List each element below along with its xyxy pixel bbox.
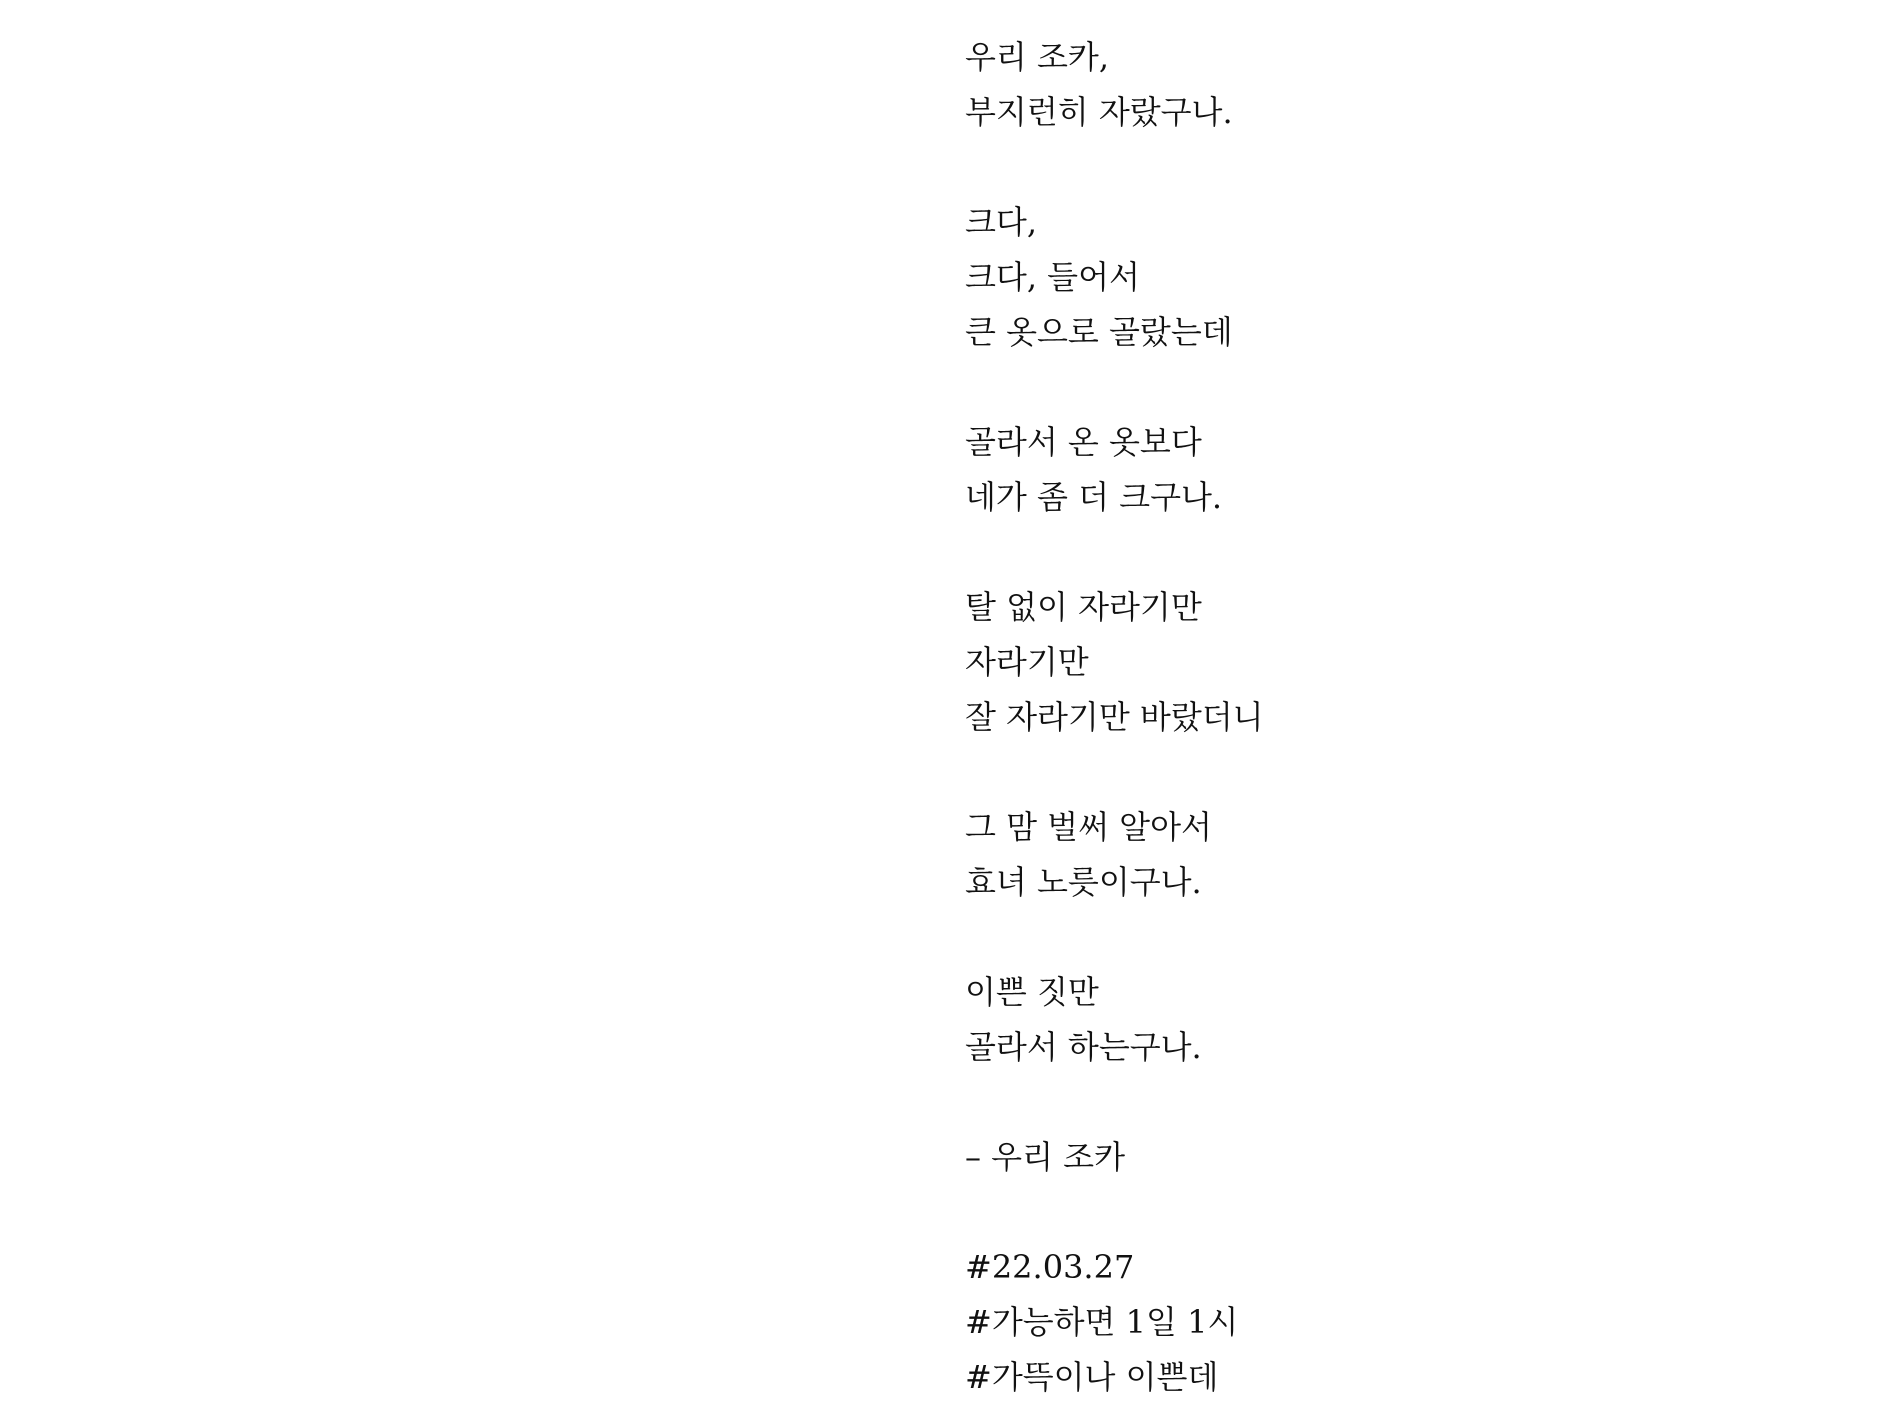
poem-line: 잘 자라기만 바랐더니 (965, 698, 1264, 736)
stanza-gap (965, 1075, 1665, 1130)
poem-line: 그 맘 벌써 알아서 (965, 808, 1212, 846)
poem-line: 크다, 들어서 (965, 258, 1140, 296)
poem-line: 효녀 노릇이구나. (965, 863, 1202, 901)
poem-line: 이쁜 짓만 (965, 973, 1099, 1011)
stanza-gap (965, 910, 1665, 965)
stanza-gap (965, 360, 1665, 415)
hashtag-list (965, 1240, 1665, 1405)
hashtag-date: #22.03.27 (965, 1248, 1135, 1286)
stanza-3 (965, 415, 1665, 525)
poem-line: 큰 옷으로 골랐는데 (965, 313, 1233, 351)
poem-line: 골라서 하는구나. (965, 1028, 1202, 1066)
stanza-gap (965, 745, 1665, 800)
poem-line: 자라기만 (965, 643, 1089, 681)
stanza-1 (965, 30, 1665, 140)
stanza-gap (965, 140, 1665, 195)
hashtag: #가능하면 1일 1시 (965, 1303, 1239, 1341)
hashtag: #가뜩이나 이쁜데 (965, 1358, 1219, 1396)
stanza-5 (965, 800, 1665, 910)
poem-line: 탈 없이 자라기만 (965, 588, 1202, 626)
stanza-gap (965, 1185, 1665, 1240)
stanza-gap (965, 525, 1665, 580)
poem-line: 골라서 온 옷보다 (965, 423, 1202, 461)
stanza-2 (965, 195, 1665, 360)
poem-line: 부지런히 자랐구나. (965, 93, 1233, 131)
stanza-4 (965, 580, 1665, 745)
poem-line: 우리 조카, (965, 38, 1109, 76)
poem-signature: – 우리 조카 (965, 1138, 1125, 1176)
stanza-6 (965, 965, 1665, 1075)
poem (965, 30, 1665, 1405)
poem-line: 크다, (965, 203, 1037, 241)
poem-line: 네가 좀 더 크구나. (965, 478, 1223, 516)
